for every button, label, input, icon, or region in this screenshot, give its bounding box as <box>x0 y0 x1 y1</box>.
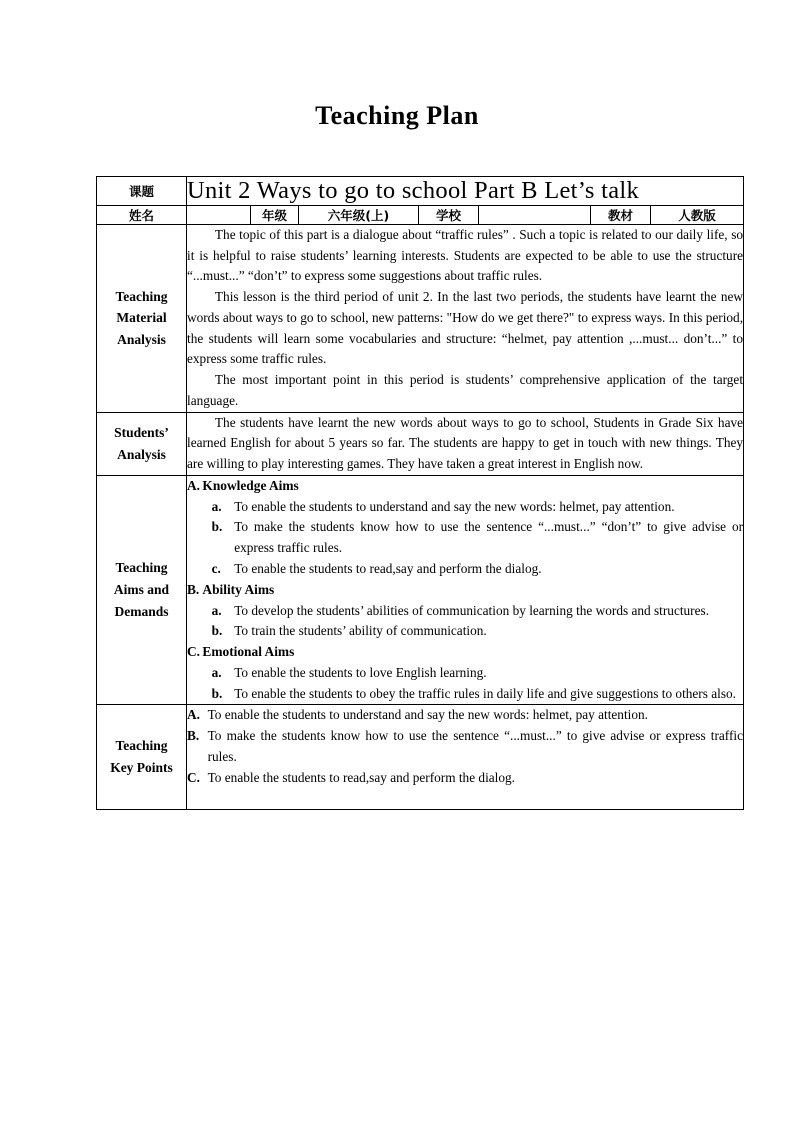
name-label: 姓名 <box>97 206 187 225</box>
material-analysis-label <box>97 225 187 413</box>
aim-group-heading <box>187 642 743 663</box>
aim-group-heading-text: Emotional Aims <box>202 644 295 660</box>
aim-item-list <box>187 601 743 642</box>
aim-item-marker: a. <box>211 602 222 618</box>
topic-label: 课题 <box>97 177 187 206</box>
aim-item-marker: b. <box>211 623 223 639</box>
key-point-marker: B. <box>187 728 200 744</box>
aim-item-text: To enable the students to read,say and perform the dialog. <box>234 560 542 576</box>
aim-item-marker: a. <box>211 498 222 514</box>
aim-item-text: To make the students know how to use the sentence “...must...” “don’t” to give advise or express traffic rules. <box>234 519 744 556</box>
material-analysis-label-line: Material <box>116 310 167 326</box>
aim-item-marker: a. <box>211 664 222 680</box>
aim-item-text: To train the students’ ability of communication. <box>234 623 487 639</box>
students-analysis-content <box>187 412 744 475</box>
students-analysis-paragraph: The students have learnt the new words about ways to go to school, Students in Grade Six have learned English for about 5 years so far. The students are happy to get in touch with new things. They are willing to play interesting games. They have taken a great interest in English now. <box>187 414 744 472</box>
aim-group-heading <box>187 580 743 601</box>
material-analysis-paragraph: This lesson is the third period of unit 2. In the last two periods, the students have learnt the new words about ways to go to school, new patterns: "How do we get there?" to express ways. In this period, the students will learn some vocabularies and structure: “helmet, pay attention ,...must... don’t...” to express some traffic rules. <box>187 289 744 367</box>
aim-item-text: To develop the students’ abilities of communication by learning the words and structures. <box>234 602 710 618</box>
key-point-text: To make the students know how to use the sentence “...must...” to give advise or express traffic rules. <box>207 728 744 764</box>
aim-item-text: To enable the students to obey the traffic rules in daily life and give suggestions to others also. <box>234 685 736 701</box>
key-points-spacer <box>187 788 743 809</box>
aim-group <box>187 580 743 642</box>
table-row-topic <box>97 177 744 206</box>
aim-group-marker: A. <box>187 477 201 493</box>
aim-item-marker: c. <box>211 560 221 576</box>
key-points-label-line: Teaching <box>115 738 168 754</box>
material-analysis-label-line: Analysis <box>117 332 166 348</box>
aim-group-heading-text: Ability Aims <box>202 581 275 597</box>
aim-group-marker: C. <box>187 644 201 660</box>
teaching-plan-table <box>96 176 744 810</box>
aim-item <box>187 663 743 684</box>
grade-value: 六年级(上) <box>299 206 419 225</box>
teaching-aims-label-line: Demands <box>114 604 169 620</box>
key-point-marker: C. <box>187 769 200 785</box>
table-row-teaching-aims <box>97 475 744 705</box>
aim-item <box>187 601 743 622</box>
key-point-marker: A. <box>187 707 200 723</box>
school-label: 学校 <box>419 206 479 225</box>
key-points-label <box>97 705 187 810</box>
aim-item <box>187 517 743 558</box>
aim-item <box>187 621 743 642</box>
aim-item-marker: b. <box>211 519 223 535</box>
key-points-content <box>187 705 744 810</box>
name-value <box>187 206 251 225</box>
key-point-item <box>187 726 743 767</box>
aim-item-list <box>187 497 743 580</box>
teaching-aims-content <box>187 475 744 705</box>
key-point-text: To enable the students to read,say and perform the dialog. <box>207 769 515 785</box>
aim-item <box>187 497 743 518</box>
material-analysis-content <box>187 225 744 413</box>
topic-value: Unit 2 Ways to go to school Part B Let’s talk <box>187 177 744 206</box>
aim-group <box>187 642 743 704</box>
students-analysis-label <box>97 412 187 475</box>
key-points-label-line: Key Points <box>110 760 173 776</box>
grade-label: 年级 <box>251 206 299 225</box>
aim-item-marker: b. <box>211 685 223 701</box>
textbook-label: 教材 <box>591 206 651 225</box>
aim-item-text: To enable the students to love English learning. <box>234 664 487 680</box>
teaching-aims-label <box>97 475 187 705</box>
table-row-info <box>97 206 744 225</box>
school-value <box>479 206 591 225</box>
table-row-key-points <box>97 705 744 810</box>
table-row-students-analysis <box>97 412 744 475</box>
aim-group-marker: B. <box>187 581 200 597</box>
students-analysis-label-line: Students’ <box>114 424 169 440</box>
aim-item <box>187 559 743 580</box>
material-analysis-paragraph: The most important point in this period is students’ comprehensive application of the target language. <box>187 372 744 408</box>
key-point-item <box>187 705 743 726</box>
aim-group-heading <box>187 476 743 497</box>
page-title: Teaching Plan <box>315 101 479 130</box>
students-analysis-label-line: Analysis <box>117 446 166 462</box>
aim-item-list <box>187 663 743 704</box>
key-point-text: To enable the students to understand and say the new words: helmet, pay attention. <box>207 707 648 723</box>
aim-item <box>187 684 743 705</box>
table-row-material-analysis <box>97 225 744 413</box>
teaching-aims-label-line: Teaching <box>115 560 168 576</box>
aim-group <box>187 476 743 580</box>
material-analysis-label-line: Teaching <box>115 288 168 304</box>
material-analysis-paragraph: The topic of this part is a dialogue about “traffic rules” . Such a topic is related to our daily life, so it is helpful to raise students’ learning interests. Students are expected to be able to use the structure “...must...” “don’t” to express some suggestions about traffic rules. <box>187 227 744 284</box>
textbook-value: 人教版 <box>651 206 744 225</box>
aim-group-heading-text: Knowledge Aims <box>202 477 299 493</box>
aim-item-text: To enable the students to understand and say the new words: helmet, pay attention. <box>234 498 675 514</box>
teaching-aims-label-line: Aims and <box>113 582 170 598</box>
key-point-item <box>187 768 743 789</box>
